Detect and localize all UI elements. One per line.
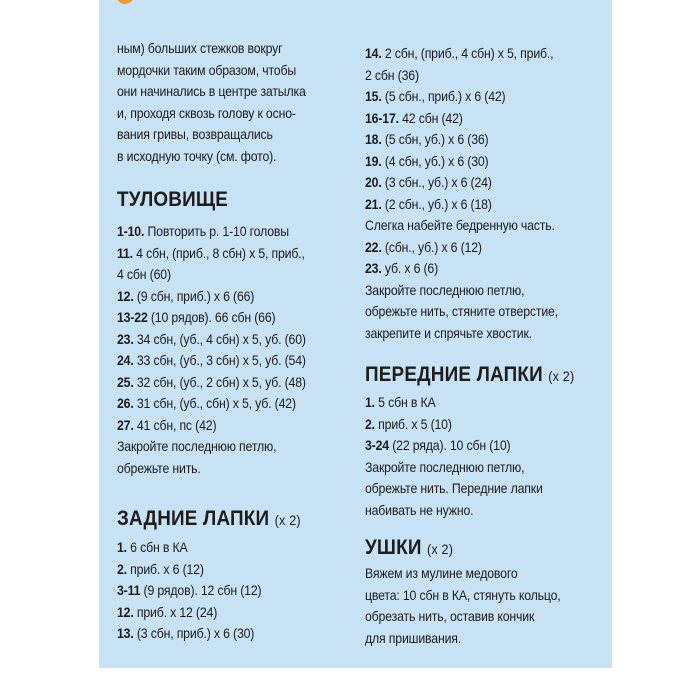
row-number: 2. xyxy=(365,415,375,432)
row-text: уб. х 6 (6) xyxy=(381,260,439,276)
pattern-line xyxy=(365,237,482,257)
row-text: Повторить р. 1-10 головы xyxy=(144,223,289,239)
row-text: 34 сбн, (уб., 4 сбн) х 5, уб. (60) xyxy=(133,330,306,347)
row-number: 27. xyxy=(117,416,134,433)
row-text: 42 сбн (42) xyxy=(398,109,463,126)
pattern-line xyxy=(117,393,296,413)
pattern-line xyxy=(117,146,276,166)
pattern-line xyxy=(365,108,463,128)
section-multiplier: (х 2) xyxy=(427,541,454,557)
pattern-line xyxy=(117,124,273,144)
row-text: обрежьте нить. xyxy=(117,459,201,476)
row-text: обрежьте нить, стяните отверстие, xyxy=(365,303,558,319)
pattern-line xyxy=(365,43,553,63)
pattern-line xyxy=(365,478,543,498)
row-number: 23. xyxy=(117,330,134,347)
pattern-line xyxy=(117,307,275,327)
pattern-line xyxy=(117,60,296,80)
section-title-text: ЗАДНИЕ ЛАПКИ xyxy=(117,507,270,530)
line-text: вания гривы, возвращались xyxy=(117,126,273,143)
row-number: 16-17. xyxy=(365,109,399,126)
row-text: (3 сбн, приб.) х 6 (30) xyxy=(133,625,255,641)
row-text: 33 сбн, (уб., 3 сбн) х 5, уб. (54) xyxy=(133,352,306,368)
row-number: 2. xyxy=(117,560,127,577)
row-number: 12. xyxy=(117,287,134,304)
pattern-line xyxy=(365,151,488,171)
row-text: 5 сбн в КА xyxy=(374,394,436,410)
row-number: 12. xyxy=(117,603,134,620)
row-number: 26. xyxy=(117,395,134,411)
row-text: приб. х 5 (10) xyxy=(374,415,452,432)
pattern-line xyxy=(365,215,555,235)
pattern-line xyxy=(117,580,261,600)
row-number: 23. xyxy=(365,260,382,276)
pattern-line xyxy=(117,602,217,622)
pattern-line xyxy=(117,415,216,435)
row-text: 6 сбн в КА xyxy=(126,539,188,555)
pattern-line xyxy=(365,457,524,477)
row-text: цвета: 10 сбн в КА, стянуть кольцо, xyxy=(365,586,561,603)
pattern-line xyxy=(365,129,488,149)
row-text: 41 сбн, пс (42) xyxy=(133,416,217,433)
row-text: для пришивания. xyxy=(365,629,462,646)
pattern-line xyxy=(117,537,187,557)
pattern-line xyxy=(117,329,306,349)
pattern-line xyxy=(365,86,505,106)
row-text: Закройте последнюю петлю, xyxy=(365,458,525,475)
row-number: 15. xyxy=(365,88,382,104)
row-text: обрежьте нить. Передние лапки xyxy=(365,480,543,496)
pattern-line xyxy=(365,606,534,626)
row-text: (3 сбн., уб.) х 6 (24) xyxy=(381,174,492,190)
row-text: (5 сбн., приб.) х 6 (42) xyxy=(381,88,506,104)
pattern-line xyxy=(365,172,492,192)
row-number: 19. xyxy=(365,152,382,169)
row-text: закрепите и спрячьте хвостик. xyxy=(365,324,532,341)
row-text: 2 сбн (36) xyxy=(365,66,419,83)
pattern-line xyxy=(365,194,492,214)
row-text: (2 сбн., уб.) х 6 (18) xyxy=(381,195,492,212)
pattern-line xyxy=(117,38,282,58)
row-number: 11. xyxy=(117,244,133,261)
row-number: 14. xyxy=(365,45,382,61)
pattern-line xyxy=(117,436,276,456)
row-text: 2 сбн, (приб., 4 сбн) х 5, приб., xyxy=(381,45,554,61)
pattern-line xyxy=(365,392,435,412)
pattern-line xyxy=(117,81,306,101)
line-text: мордочки таким образом, чтобы xyxy=(117,61,297,78)
section-title-front-legs xyxy=(365,362,574,389)
row-number: 20. xyxy=(365,174,382,190)
row-text: (9 сбн, приб.) х 6 (66) xyxy=(133,287,255,304)
row-number: 1. xyxy=(365,394,375,410)
pattern-line xyxy=(117,103,296,123)
row-number: 3-11 xyxy=(117,582,141,598)
section-multiplier: (х 2) xyxy=(548,368,575,384)
section-multiplier: (х 2) xyxy=(274,512,301,528)
line-text: ным) больших стежков вокруг xyxy=(117,40,283,56)
row-text: 32 сбн, (уб., 2 сбн) х 5, уб. (48) xyxy=(133,373,306,390)
pattern-line xyxy=(365,628,461,648)
row-text: 31 сбн, (уб., сбн) х 5, уб. (42) xyxy=(133,395,296,411)
pattern-line xyxy=(365,500,473,520)
row-number: 3-24 xyxy=(365,437,389,453)
pattern-line xyxy=(365,563,518,583)
row-text: (5 сбн, уб.) х 6 (36) xyxy=(381,131,489,147)
row-number: 1-10. xyxy=(117,223,145,239)
row-text: (4 сбн, уб.) х 6 (30) xyxy=(381,152,489,169)
row-number: 24. xyxy=(117,352,134,368)
pattern-line xyxy=(117,286,254,306)
row-number: 1. xyxy=(117,539,127,555)
pattern-line xyxy=(117,559,204,579)
pattern-line xyxy=(365,280,524,300)
row-text: Закройте последнюю петлю, xyxy=(117,438,277,454)
row-text: 4 сбн (60) xyxy=(117,266,171,282)
pattern-line xyxy=(117,350,306,370)
section-title-body xyxy=(117,187,228,213)
row-text: (10 рядов). 66 сбн (66) xyxy=(147,309,276,325)
pattern-line xyxy=(117,458,201,478)
section-title-ears xyxy=(365,535,453,562)
row-number: 18. xyxy=(365,131,382,147)
pattern-line xyxy=(365,323,532,343)
pattern-line xyxy=(365,435,510,455)
row-number: 21. xyxy=(365,195,382,212)
row-text: (9 рядов). 12 сбн (12) xyxy=(140,582,262,598)
pattern-line xyxy=(117,243,305,263)
row-number: 22. xyxy=(365,238,382,255)
pattern-line xyxy=(365,258,438,278)
row-text: 4 сбн, (приб., 8 сбн) х 5, приб., xyxy=(132,244,305,261)
pattern-line xyxy=(117,623,254,643)
pattern-line xyxy=(117,221,289,241)
pattern-line xyxy=(365,301,558,321)
pattern-line xyxy=(117,372,306,392)
row-number: 13-22 xyxy=(117,309,148,325)
row-text: набивать не нужно. xyxy=(365,501,474,518)
line-text: в исходную точку (см. фото). xyxy=(117,148,277,164)
row-text: (сбн., уб.) х 6 (12) xyxy=(381,238,482,255)
row-number: 13. xyxy=(117,625,134,641)
section-title-text: ТУЛОВИЩЕ xyxy=(117,188,229,211)
row-text: обрезать нить, оставив кончик xyxy=(365,608,535,624)
pattern-line xyxy=(365,65,419,85)
row-text: Вяжем из мулине медового xyxy=(365,565,518,581)
pattern-line xyxy=(365,414,452,434)
pattern-line xyxy=(117,264,171,284)
line-text: и, проходя сквозь голову к осно- xyxy=(117,104,296,121)
section-title-text: УШКИ xyxy=(365,536,422,559)
section-title-text: ПЕРЕДНИЕ ЛАПКИ xyxy=(365,363,543,386)
row-text: (22 ряда). 10 сбн (10) xyxy=(388,437,511,453)
row-text: Закройте последнюю петлю, xyxy=(365,281,525,298)
section-title-hind-legs xyxy=(117,506,301,533)
pattern-line xyxy=(365,585,561,605)
line-text: они начинались в центре затылка xyxy=(117,83,306,100)
row-text: приб. х 12 (24) xyxy=(133,603,218,620)
row-text: приб. х 6 (12) xyxy=(126,560,204,577)
row-number: 25. xyxy=(117,373,134,390)
row-text: Слегка набейте бедренную часть. xyxy=(365,217,555,233)
